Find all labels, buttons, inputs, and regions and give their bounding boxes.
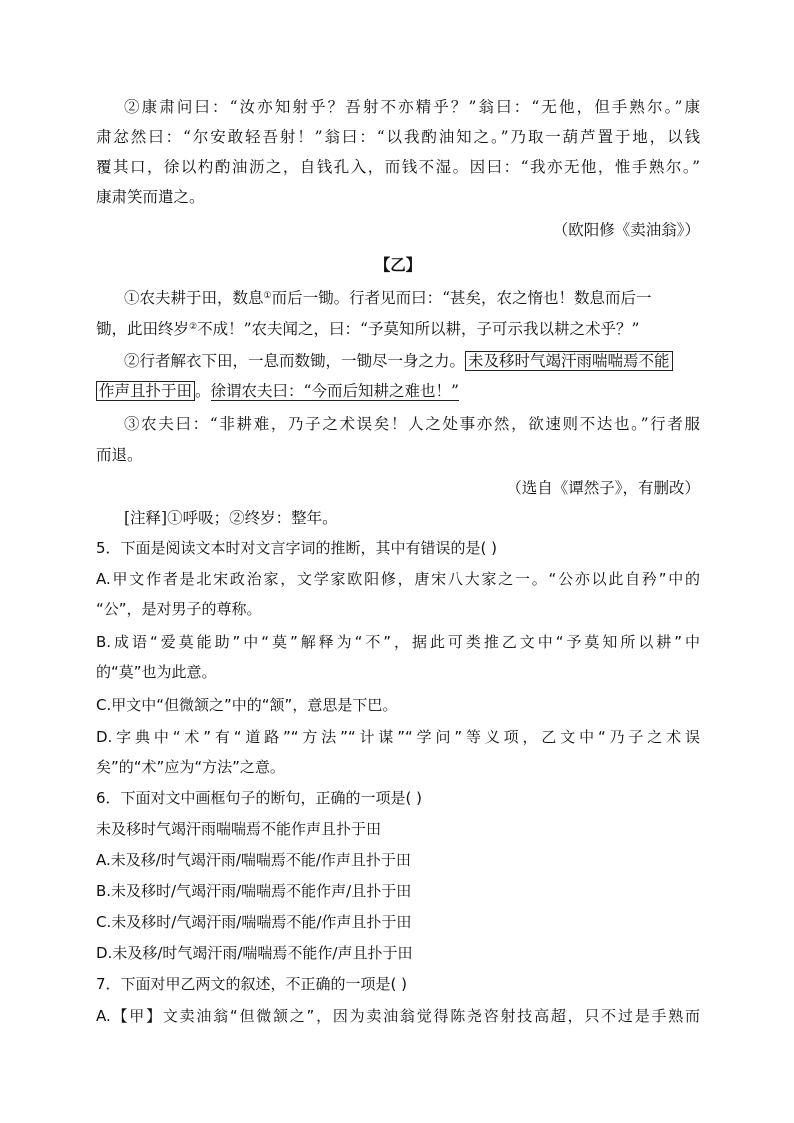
boxed-sentence-part2: 作声且扑于田	[96, 381, 195, 401]
yi-para1-line2	[96, 318, 700, 340]
yi-para1-text-b: 而后一锄。行者见而曰：“甚矣，农之惰也！数息而后一	[271, 289, 652, 307]
yi-title: 【乙】	[374, 255, 422, 274]
yi-para2-line2	[96, 380, 700, 402]
yi-para1-line1	[124, 287, 700, 309]
jia-para2-line1: ②康肃问曰：“汝亦知射乎？吾射不亦精乎？”翁曰：“无他，但手熟尔。”康	[124, 98, 700, 116]
yi-notes: [注释]①呼吸；②终岁：整年。	[124, 509, 338, 527]
q5-option-d-line1: D.字典中“术”有“道路”“方法”“计谋”“学问”等义项，乙文中“乃子之术误	[96, 728, 700, 746]
q5-option-b-line1: B.成语“爱莫能助”中“莫”解释为“不”，据此可类推乙文中“予莫知所以耕”中	[96, 633, 700, 651]
yi-para1-text-d: 不成！”农夫闻之，曰：“予莫知所以耕，子可示我以耕之术乎？”	[197, 320, 640, 338]
yi-para1-text-a: ①农夫耕于田，数息	[124, 289, 264, 307]
q5-option-c: C.甲文中“但微颔之”中的“颔”，意思是下巴。	[96, 696, 398, 714]
q6-option-a: A.未及移/时气竭汗雨/喘喘焉不能/作声且扑于田	[96, 851, 411, 869]
yi-para2-line1	[124, 350, 700, 372]
yi-source: （选自《谭然子》，有删改）	[506, 479, 700, 497]
footnote-marker-2: ②	[189, 322, 198, 332]
q7-stem: 7．下面对甲乙两文的叙述，不正确的一项是( )	[96, 975, 408, 993]
q7-option-a-line1: A.【甲】文卖油翁“但微颔之”，因为卖油翁觉得陈尧咨射技高超，只不过是手熟而	[96, 1007, 700, 1025]
q6-option-d: D.未及移/时气竭汗雨/喘喘焉不能作/声且扑于田	[96, 944, 413, 962]
boxed-sentence-part1: 未及移时气竭汗雨喘喘焉不能	[465, 351, 673, 371]
jia-para2-line4: 康肃笑而遣之。	[96, 188, 205, 206]
yi-para2-period: 。	[195, 382, 211, 400]
footnote-marker-1: ①	[263, 291, 272, 301]
q5-stem: 5．下面是阅读文本时对文言字词的推断，其中有错误的是( )	[96, 539, 498, 557]
q5-option-a-line2: “公”，是对男子的尊称。	[96, 600, 262, 618]
q6-option-b: B.未及移时/气竭汗雨/喘喘焉不能作声/且扑于田	[96, 882, 412, 900]
q6-stem: 6．下面对文中画框句子的断句，正确的一项是( )	[96, 789, 423, 807]
q6-sentence: 未及移时气竭汗雨喘喘焉不能作声且扑于田	[96, 820, 382, 838]
q5-option-a-line1: A.甲文作者是北宋政治家，文学家欧阳修，唐宋八大家之一。“公亦以此自矜”中的	[96, 570, 700, 588]
yi-para3-line1: ③农夫曰：“非耕难，乃子之术误矣！人之处事亦然，欲速则不达也。”行者服	[124, 415, 700, 433]
q5-option-d-line2: 矣”的“术”应为“方法”之意。	[96, 758, 285, 776]
yi-para1-text-c: 锄，此田终岁	[96, 320, 190, 338]
jia-para2-line2: 肃忿然曰：“尔安敢轻吾射！”翁曰：“以我酌油知之。”乃取一葫芦置于地，以钱	[96, 128, 700, 146]
yi-para2-text-c: 徐谓农夫曰：“今而后知耕之难也！”	[210, 382, 459, 400]
q6-option-c: C.未及移时/气竭汗雨/喘喘焉不能/作声且扑于田	[96, 913, 412, 931]
jia-para2-line3: 覆其口，徐以杓酌油沥之，自钱孔入，而钱不湿。因曰：“我亦无他，惟手熟尔。”	[96, 158, 700, 176]
yi-para2-text-a: ②行者解衣下田，一息而数锄，一锄尽一身之力。	[124, 352, 466, 370]
q5-option-b-line2: 的“莫”也为此意。	[96, 663, 217, 681]
jia-source: （欧阳修《卖油翁》）	[552, 221, 700, 239]
yi-para3-line2: 而退。	[96, 446, 143, 464]
